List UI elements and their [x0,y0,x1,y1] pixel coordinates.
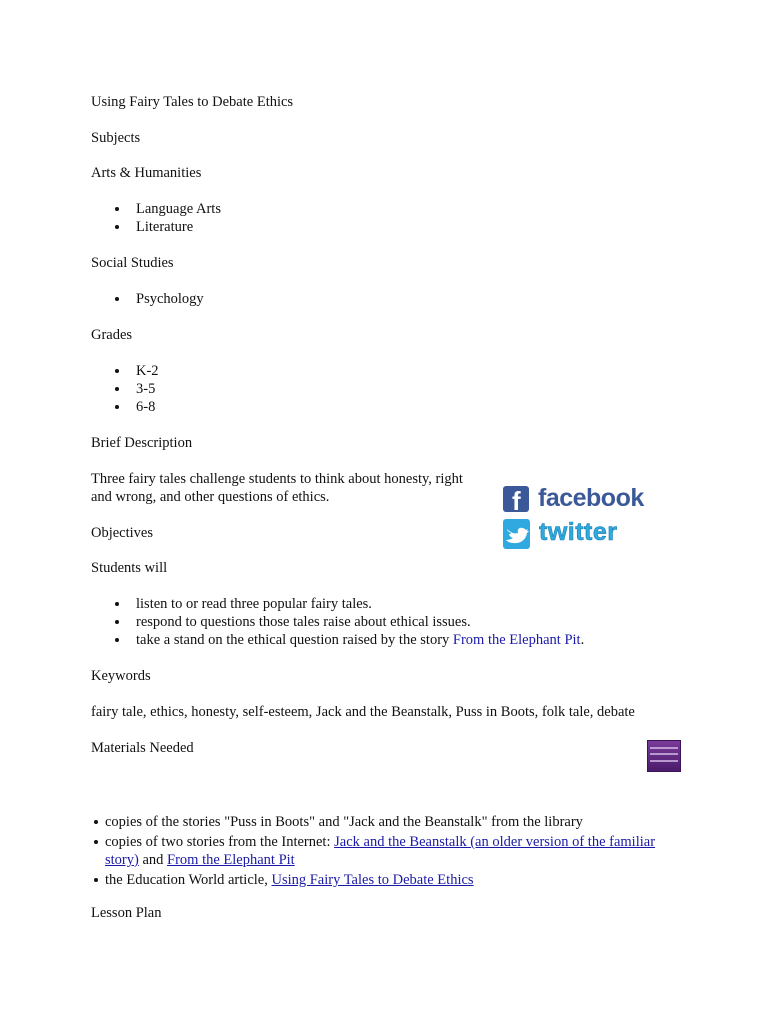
list-item [91,631,584,649]
grades-list [91,362,159,416]
social-studies-heading: Social Studies [91,255,174,271]
material-2-text: copies of two stories from the Internet: [105,834,335,850]
list-item: Literature [91,218,221,236]
arts-heading: Arts & Humanities [91,165,202,181]
list-item: listen to or read three popular fairy tales. [91,595,584,613]
list-item: Psychology [91,290,204,308]
material-3-text: the Education World article, [105,872,272,888]
jack-and-the-beanstalk-link[interactable]: Jack and the Beanstalk (an older version of the familiar story) [105,834,656,868]
arts-list [91,200,221,236]
brief-description-text: Three fairy tales challenge students to think about honesty, right and wrong, and other questions of ethics. [91,471,463,505]
list-item: 6-8 [91,398,159,416]
list-item: Language Arts [91,200,221,218]
list-item [91,871,691,889]
facebook-icon: f [503,486,529,512]
list-item: copies of the stories "Puss in Boots" and "Jack and the Beanstalk" from the library [91,813,691,831]
grades-heading: Grades [91,327,133,343]
materials-heading: Materials Needed [91,740,194,756]
resource-badge-image [647,740,681,772]
facebook-label: facebook [538,484,644,512]
lesson-plan-heading: Lesson Plan [91,905,162,921]
from-the-elephant-pit-link-2[interactable]: From the Elephant Pit [167,852,295,868]
objective-3-end: . [580,632,585,648]
keywords-heading: Keywords [91,668,151,684]
students-will-label: Students will [91,560,168,576]
using-fairy-tales-article-link[interactable]: Using Fairy Tales to Debate Ethics [271,872,474,888]
list-item [91,833,691,869]
list-item: K-2 [91,362,159,380]
social-studies-list [91,290,204,308]
twitter-label: twitter [539,518,618,546]
list-item: respond to questions those tales raise about ethical issues. [91,613,584,631]
list-item: 3-5 [91,380,159,398]
objectives-heading: Objectives [91,525,154,541]
from-the-elephant-pit-link[interactable]: From the Elephant Pit [452,632,581,648]
subjects-heading: Subjects [91,130,141,146]
materials-list [91,813,691,889]
objective-3-text: take a stand on the ethical question raised by the story [136,632,453,648]
objectives-list [91,595,584,649]
twitter-bird-icon [503,519,530,549]
material-2-and: and [138,852,168,868]
keywords-text: fairy tale, ethics, honesty, self-esteem, Jack and the Beanstalk, Puss in Boots, folk tale, debate [91,704,635,720]
document-title: Using Fairy Tales to Debate Ethics [91,94,294,110]
brief-description-heading: Brief Description [91,435,193,451]
